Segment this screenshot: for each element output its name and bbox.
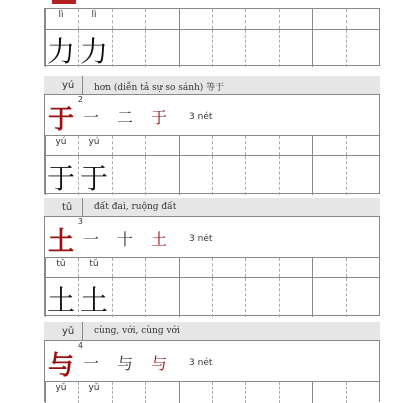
stroke-order [83, 351, 212, 374]
stroke-count: 3 nét [189, 357, 213, 368]
practice-grid [44, 340, 380, 402]
section-header [44, 76, 380, 95]
character-row [45, 29, 379, 67]
practice-character: 于 [79, 162, 108, 195]
section-header [44, 322, 380, 341]
pinyin-row [45, 257, 379, 277]
stroke-step: 于 [151, 108, 168, 127]
character-row [45, 277, 379, 317]
main-character: 土 3 [47, 217, 83, 257]
stroke-step: 一 [83, 108, 100, 127]
stroke-step: 与 [117, 354, 134, 373]
practice-pinyin: lì [58, 10, 64, 20]
character-index: 4 [77, 341, 83, 350]
header-pinyin: tǔ [62, 202, 73, 213]
previous-character-fragment [52, 0, 76, 4]
stroke-step: 一 [83, 230, 100, 249]
stroke-step: 十 [117, 230, 134, 249]
section-header [44, 198, 380, 217]
character-section-yu2 [44, 76, 380, 194]
practice-character: 力 [46, 35, 75, 68]
character-section-yu3 [44, 322, 380, 400]
stroke-step: 与 [151, 354, 168, 373]
pinyin-row [45, 9, 379, 29]
stroke-order-row [45, 95, 379, 135]
stroke-order-row [45, 217, 379, 257]
stroke-order [83, 105, 212, 128]
header-gloss: đất đai, ruộng đất [94, 202, 177, 212]
top-fragment-section [44, 0, 380, 68]
main-character: 与 4 [47, 341, 83, 381]
practice-character: 土 [46, 284, 75, 317]
practice-pinyin: yú [55, 137, 67, 147]
practice-character: 力 [79, 35, 108, 68]
practice-pinyin: tǔ [89, 259, 99, 269]
header-gloss: hơn (diễn tả sự so sánh) 等于 [94, 83, 225, 93]
practice-pinyin: yú [88, 137, 100, 147]
practice-grid [44, 216, 380, 316]
practice-grid-top [44, 8, 380, 66]
stroke-count: 3 nét [189, 111, 213, 122]
practice-grid [44, 94, 380, 194]
stroke-order [83, 227, 212, 250]
practice-character: 于 [46, 162, 75, 195]
pinyin-row [45, 135, 379, 155]
main-character: 于 2 [47, 95, 83, 135]
stroke-step: 二 [117, 108, 134, 127]
character-section-tu3 [44, 198, 380, 316]
practice-pinyin: yǔ [88, 383, 100, 393]
practice-pinyin: yǔ [55, 383, 67, 393]
stroke-step: 土 [151, 230, 168, 249]
header-pinyin: yú [62, 80, 75, 91]
stroke-step: 一 [83, 354, 100, 373]
practice-pinyin: lì [91, 10, 97, 20]
header-pinyin: yǔ [62, 326, 75, 337]
header-gloss: cùng, với, cùng với [94, 326, 180, 336]
stroke-count: 3 nét [189, 233, 213, 244]
stroke-order-row [45, 341, 379, 381]
character-index: 2 [77, 95, 83, 104]
character-row [45, 155, 379, 195]
character-index: 3 [77, 217, 83, 226]
practice-pinyin: tǔ [56, 259, 66, 269]
practice-character: 土 [79, 284, 108, 317]
